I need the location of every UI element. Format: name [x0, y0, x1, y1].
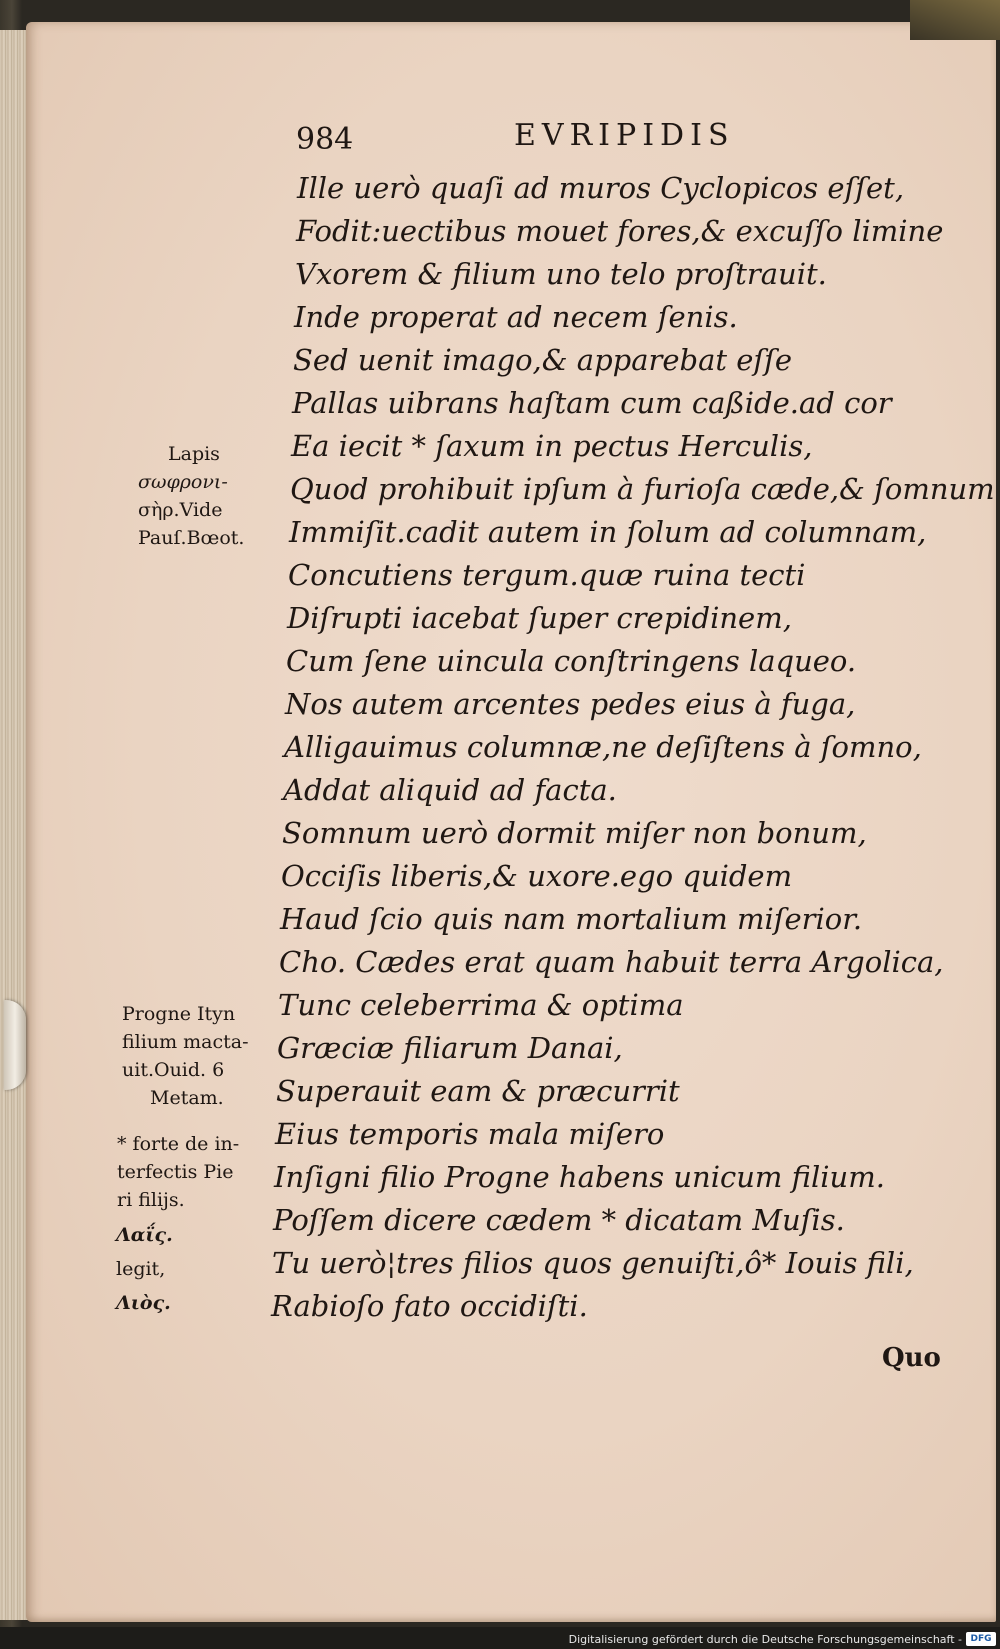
margin-note-lapis: Lapis σωφρονι- σὴρ.Vide Pauſ.Bœot. — [138, 443, 245, 549]
verse-line: Nos autem arcentes pedes eius à fuga, — [285, 687, 856, 721]
catchword: Quo — [882, 1343, 941, 1373]
footer-credit: Digitalisierung gefördert durch die Deutsche Forschungsgemeinschaft - — [568, 1633, 962, 1646]
footer-bar — [0, 1627, 1000, 1649]
verse-line: Superauit eam & præcurrit — [276, 1074, 680, 1108]
verse-line: Poſſem dicere cædem * dicatam Muſis. — [273, 1203, 845, 1237]
verse-line: Concutiens tergum.quæ ruina tecti — [288, 558, 806, 592]
verse-line: Haud ſcio quis nam mortalium miſerior. — [280, 902, 863, 936]
dfg-logo: DFG — [966, 1632, 996, 1646]
verse-line: Somnum uerò dormit miſer non bonum, — [282, 816, 867, 850]
margin-note-forte: * forte de in- terfectis Pie ri filijs. — [117, 1133, 240, 1211]
verse-line: Addat aliquid ad facta. — [283, 773, 617, 807]
margin-note-progne: Progne Ityn filium macta- uit.Ouid. 6 Metam. — [122, 1003, 249, 1109]
verse-line: Tu uerò¦tres filios quos genuiſti,ô* Iouis fili, — [272, 1246, 914, 1280]
verse-line: Græciæ filiarum Danai, — [277, 1031, 623, 1065]
page-number: 984 — [296, 122, 354, 157]
running-title: EVRIPIDIS — [514, 118, 735, 153]
verse-line: Alligauimus columnæ,ne deſiſtens à ſomno, — [284, 730, 922, 764]
verse-line: Ille uerò quaſi ad muros Cyclopicos eſſet, — [297, 171, 905, 205]
verse-line: Quod prohibuit ipſum à furioſa cæde,& ſomnum — [290, 472, 995, 506]
verse-line: Sed uenit imago,& apparebat eſſe — [293, 343, 793, 377]
verse-line: Immiſit.cadit autem in ſolum ad columnam, — [289, 515, 927, 549]
verse-line: Cho. Cædes erat quam habuit terra Argolica, — [279, 945, 944, 979]
verse-line: Cum ſene uincula conſtringens laqueo. — [286, 644, 857, 678]
verse-line: Eius temporis mala miſero — [275, 1117, 665, 1151]
verse-line: Diſrupti iacebat ſuper crepidinem, — [287, 601, 792, 635]
verse-line: Vxorem & filium uno telo proſtrauit. — [295, 257, 827, 291]
verse-line: Inde properat ad necem ſenis. — [294, 300, 738, 334]
page-clip — [4, 1000, 26, 1090]
verse-line: Pallas uibrans haſtam cum caßide.ad cor — [292, 386, 892, 420]
margin-note-lais: Λαΐς. legit, Λιὸς. — [116, 1224, 173, 1314]
verse-line: Ea iecit * ſaxum in pectus Herculis, — [291, 429, 813, 463]
verse-line: Fodit:uectibus mouet fores,& excuſſo limine — [296, 214, 944, 248]
verse-line: Inſigni filio Progne habens unicum filium. — [274, 1160, 885, 1194]
verse-line: Occiſis liberis,& uxore.ego quidem — [281, 859, 793, 893]
facing-page-corner — [910, 0, 1000, 40]
verse-line: Rabioſo fato occidiſti. — [271, 1289, 588, 1323]
verse-line: Tunc celeberrima & optima — [278, 988, 684, 1022]
